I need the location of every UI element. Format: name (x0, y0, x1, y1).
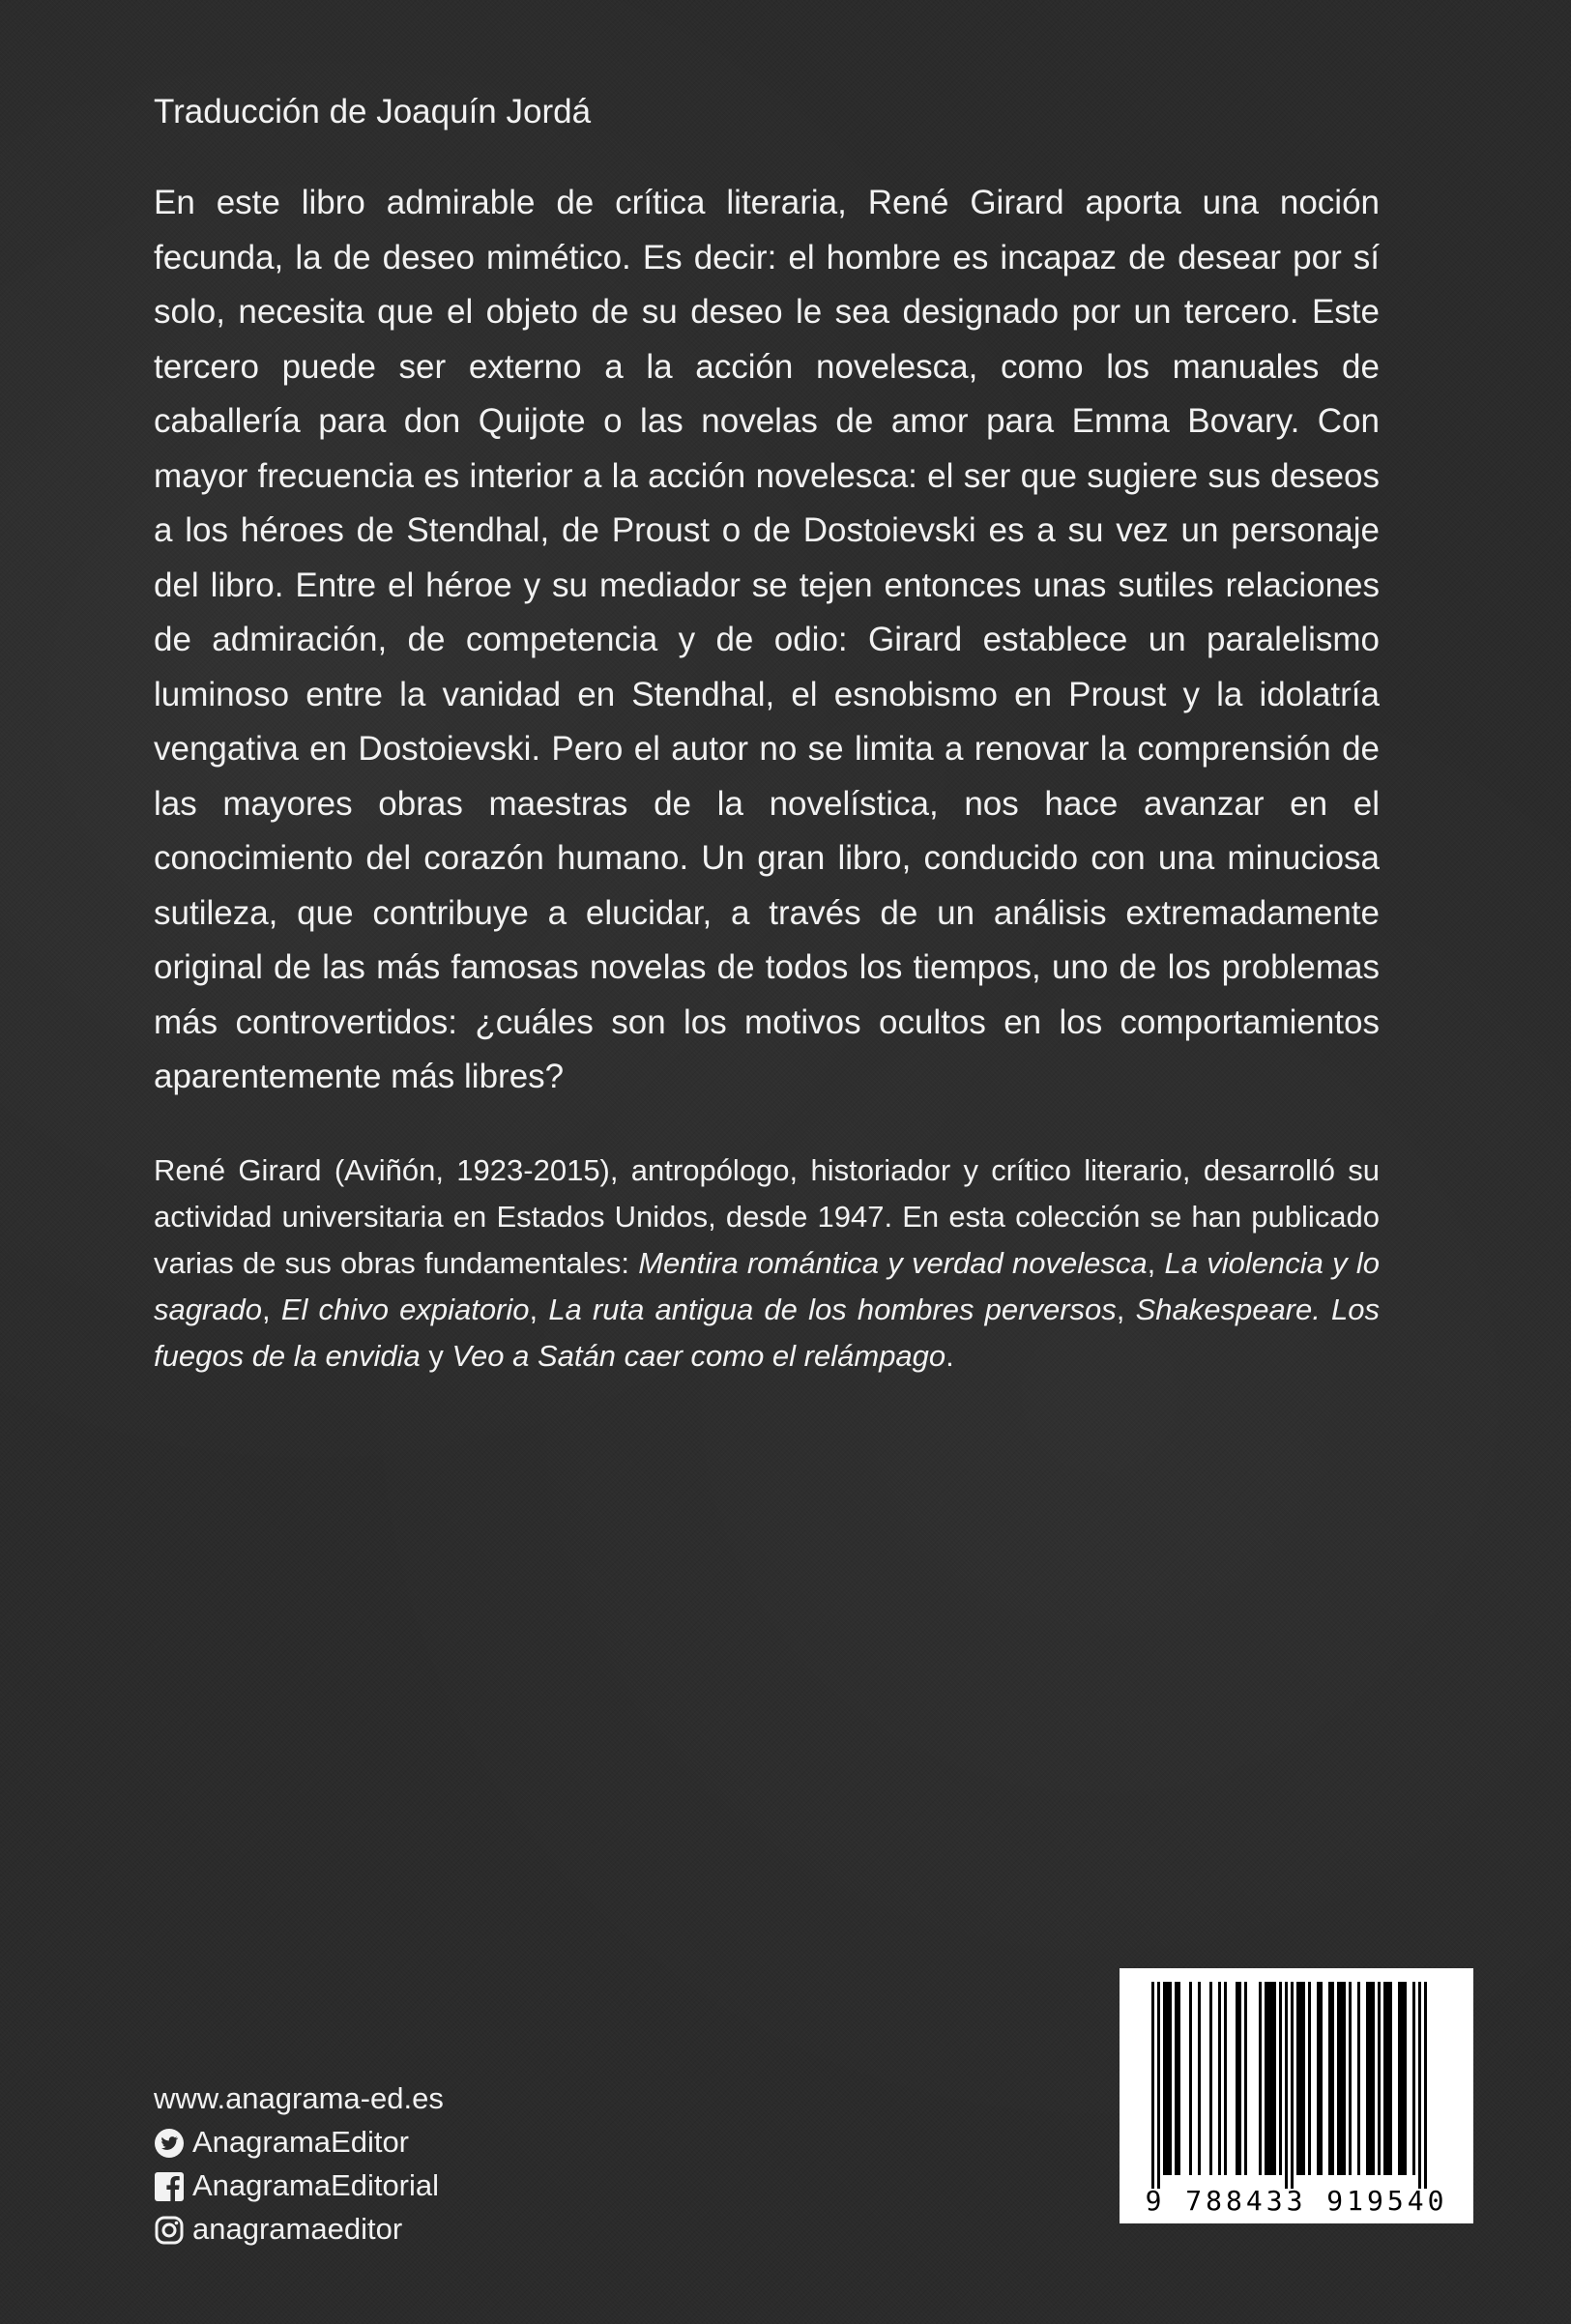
isbn-digits: 9 788433 919540 (1145, 2185, 1448, 2217)
barcode-bar (1198, 1982, 1201, 2175)
barcode-bar (1157, 1982, 1160, 2189)
instagram-handle: anagramaeditor (192, 2212, 403, 2246)
barcode-bar (1178, 1982, 1180, 2175)
barcode-bar (1244, 1982, 1247, 2175)
book-title-violencia: La violencia y lo sagrado (154, 1245, 1381, 1326)
instagram-link[interactable] (154, 2207, 444, 2251)
barcode-bar (1265, 1982, 1267, 2175)
website-text: www.anagrama-ed.es (154, 2081, 444, 2115)
barcode-bar (1224, 1982, 1227, 2175)
barcode-bar (1398, 1982, 1401, 2175)
translator-credit: Traducción de Joaquín Jordá (154, 93, 592, 131)
barcode-bar (1296, 1982, 1299, 2175)
twitter-link[interactable] (154, 2120, 444, 2164)
book-title-chivo: El chivo expiatorio (280, 1292, 530, 1326)
barcode-bar (1273, 1982, 1276, 2175)
barcode-bar (1424, 1982, 1427, 2189)
barcode-bar (1320, 1982, 1323, 2175)
bio-end: . (946, 1338, 954, 1373)
bio-separator: y (420, 1338, 452, 1373)
barcode-bar (1267, 1982, 1270, 2175)
barcode-bar (1151, 1982, 1154, 2189)
facebook-icon (154, 2170, 185, 2201)
book-blurb: En este libro admirable de crítica literaria, René Girard aporta una noción fecunda, la de deseo mimético. Es decir: el hombre es incapaz de desear por sí solo, necesita que el objeto de su deseo le sea designado por un tercero. Este tercero puede ser externo a la acción novelesca, como los manuales de caballería para don Quijote o las novelas de amor para Emma Bovary. Con mayor frecuencia es interior a la acción novelesca: el ser que sugiere sus deseos a los héroes de Stendhal, de Proust o de Dostoievski es a su vez un personaje del libro. Entre el héroe y su mediador se tejen entonces unas sutiles relaciones de admiración, de competencia y de odio: Girard establece un paralelismo luminoso entre la vanidad en Stendhal, el esnobismo en Proust y la idolatría vengativa en Dostoievski. Pero el autor no se limita a renovar la comprensión de las mayores obras maestras de la novelística, nos hace avanzar en el conocimiento del corazón humano. Un gran libro, conducido con una minuciosa sutileza, que contribuye a elucidar, a través de un análisis extremadamente original de las más famosas novelas de todos los tiempos, uno de los problemas más controvertidos: ¿cuáles son los motivos ocultos en los comportamientos aparentemente más libres? (154, 184, 1380, 1095)
barcode-bar (1291, 1982, 1294, 2189)
bio-separator: , (1116, 1292, 1136, 1326)
barcode-bar (1418, 1982, 1421, 2189)
barcode-bar (1378, 1982, 1381, 2175)
twitter-bird-icon (154, 2127, 185, 2158)
book-title-shakespeare: Shakespeare. Los fuegos de la envidia (154, 1292, 1381, 1373)
barcode-bar (1331, 1982, 1334, 2175)
barcode-bar (1236, 1982, 1238, 2175)
barcode-bar (1383, 1982, 1386, 2175)
barcode-bar (1189, 1982, 1192, 2175)
barcode-bar (1317, 1982, 1320, 2175)
bio-separator: , (262, 1292, 281, 1326)
barcode-bar (1357, 1982, 1360, 2175)
barcode-bar (1299, 1982, 1302, 2175)
barcode-bar (1279, 1982, 1282, 2175)
barcode-bar (1328, 1982, 1331, 2175)
barcode-bar (1270, 1982, 1273, 2175)
barcode-bar (1308, 1982, 1311, 2175)
barcode-bar (1337, 1982, 1340, 2175)
barcode-bar (1209, 1982, 1212, 2175)
book-title-ruta: La ruta antigua de los hombres perversos (548, 1292, 1117, 1326)
isbn-barcode (1120, 1968, 1473, 2223)
barcode-bar (1340, 1982, 1343, 2175)
barcode-bar (1175, 1982, 1178, 2175)
barcode-bar (1166, 1982, 1169, 2175)
facebook-handle: AnagramaEditorial (192, 2168, 440, 2202)
barcode-bar (1163, 1982, 1166, 2175)
barcode-bar (1343, 1982, 1346, 2175)
twitter-handle: AnagramaEditor (192, 2125, 410, 2159)
bio-intro: René Girard (Aviñón, 1923-2015), antropólogo, historiador y crítico literario, desarrolló su actividad universitaria en Estados Unidos, desde 1947. En esta colección se han publicado varias de sus obras fundamentales: (154, 1152, 1380, 1280)
barcode-bar (1401, 1982, 1404, 2175)
barcode-bar (1259, 1982, 1262, 2175)
barcode-bar (1372, 1982, 1375, 2175)
barcode-bar (1238, 1982, 1241, 2175)
barcode-bar (1389, 1982, 1392, 2175)
book-title-satan: Veo a Satán caer como el relámpago (451, 1338, 946, 1373)
back-cover-text (154, 87, 1380, 1380)
barcode-bar (1349, 1982, 1352, 2175)
author-bio (154, 1147, 1380, 1380)
website-link[interactable] (154, 2077, 444, 2120)
barcode-bar (1218, 1982, 1221, 2175)
barcode-bar (1366, 1982, 1369, 2175)
barcode-bar (1302, 1982, 1305, 2175)
barcode-bar (1285, 1982, 1288, 2189)
instagram-icon (154, 2214, 185, 2245)
barcode-bar (1169, 1982, 1172, 2175)
bio-separator: , (529, 1292, 549, 1326)
book-title-mentira: Mentira romántica y verdad novelesca (638, 1245, 1148, 1280)
barcode-bar (1412, 1982, 1415, 2175)
barcode-bar (1386, 1982, 1389, 2175)
bio-separator: , (1147, 1245, 1165, 1280)
publisher-links (154, 2077, 444, 2251)
facebook-link[interactable] (154, 2164, 444, 2207)
barcode-bar (1404, 1982, 1407, 2175)
barcode-bar (1369, 1982, 1372, 2175)
